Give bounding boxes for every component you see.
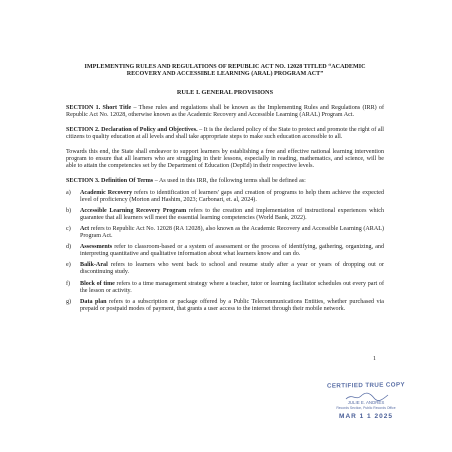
- section-2: [66, 127, 384, 141]
- definition-term: Block of time: [80, 280, 115, 287]
- section-3-heading: SECTION 3. Definition Of Terms: [66, 178, 154, 185]
- page-number: 1: [373, 356, 376, 362]
- definition-text: refers to a time management strategy where a teacher, tutor or learning facilitator schedules out every part of the lesson or activity.: [80, 280, 384, 294]
- definition-term: Data plan: [80, 298, 107, 305]
- definition-marker: d): [66, 244, 72, 251]
- definition-text: refers to a subscription or package offered by a Public Telecommunications Entities, whether purchased via prepaid or postpaid modes of payment, that grants a user access to the internet through their mobile network.: [80, 298, 384, 312]
- section-3-text: – As used in this IRR, the following terms shall be defined as:: [153, 178, 306, 185]
- definition-term: Balik-Aral: [80, 262, 108, 269]
- definition-item: [66, 262, 384, 276]
- definition-marker: g): [66, 298, 72, 305]
- definition-term: Academic Recovery: [80, 189, 133, 196]
- document-body: [66, 64, 384, 313]
- definition-term: Assessments: [80, 244, 113, 251]
- stamp-title: CERTIFIED TRUE COPY: [326, 381, 406, 390]
- section-3: [66, 178, 384, 185]
- stamp-name: JULIE E. ANDRES: [347, 400, 385, 405]
- definition-text: refers to Republic Act No. 12028 (RA 12028), also known as the Academic Recovery and Accessible Learning (ARAL) Program Act.: [80, 225, 384, 240]
- definition-term: Act: [80, 225, 90, 232]
- definitions-list: [66, 190, 384, 313]
- definition-item: [66, 299, 384, 313]
- certified-true-copy-stamp: [318, 382, 414, 440]
- definition-text: refers to the creation and implementation of instructional experiences which guarantee that all learners will meet the essential learning competencies (World Bank, 2022).: [80, 207, 384, 221]
- definition-marker: f): [66, 280, 71, 287]
- section-2-heading: SECTION 2. Declaration of Policy and Objectives.: [66, 127, 198, 133]
- document-title: IMPLEMENTING RULES AND REGULATIONS OF REPUBLIC ACT NO. 12028 TITLED “ACADEMIC RECOVERY AND ACCESSIBLE LEARNING (ARAL) PROGRAM ACT”: [84, 64, 366, 78]
- definition-text: refers to identification of learners' gaps and creation of programs to help them achieve the expected level of proficiency (Morton and Hashim, 2023; Carbonari, et. al, 2024).: [80, 189, 385, 203]
- rule-heading: RULE I. GENERAL PROVISIONS: [176, 89, 274, 97]
- definition-item: [66, 244, 384, 258]
- paragraph-towards: Towards this end, the State shall endeavor to support learners by establishing a free and effective national learning intervention program to ensure that all learners who are struggling in their lessons, especially in reading, mathematics, and science, will be able to attain the competencies set by the Department of Education (DepEd) in their respective levels.: [66, 149, 384, 170]
- definition-item: [66, 226, 384, 240]
- stamp-date: MAR 1 1 2025: [339, 413, 393, 420]
- section-2-text: – It is the declared policy of the State to protect and promote the right of all citizens to quality education at all levels and shall take appropriate steps to make such education accessible to all.: [66, 127, 384, 141]
- definition-item: [66, 190, 384, 204]
- stamp-position: Records Section, Public Records Office: [336, 406, 396, 410]
- definition-marker: a): [66, 189, 71, 196]
- definition-text: refers to learners who went back to school and resume study after a year or years of dropping out or discontinuing study.: [80, 262, 384, 276]
- section-1: [66, 105, 384, 119]
- definition-marker: c): [66, 225, 71, 232]
- section-1-heading: SECTION 1. Short Title: [66, 104, 132, 111]
- signature-scribble-icon: [318, 392, 414, 402]
- signature: [318, 389, 414, 399]
- definition-text: refer to classroom-based or a system of assessment or the process of identifying, gathering, organizing, and interpreting quantitative and qualitative information about what learners know and can do.: [80, 244, 384, 258]
- definition-item: [66, 208, 384, 222]
- definition-item: [66, 281, 384, 295]
- definition-marker: b): [66, 207, 72, 214]
- section-1-text: – These rules and regulations shall be known as the Implementing Rules and Regulations (IRR) of Republic Act No. 12028, otherwise known as the Academic Recovery and Accessible Learning (ARAL) Program Act.: [66, 104, 384, 118]
- definition-term: Accessible Learning Recovery Program: [80, 207, 187, 214]
- definition-marker: e): [66, 262, 71, 269]
